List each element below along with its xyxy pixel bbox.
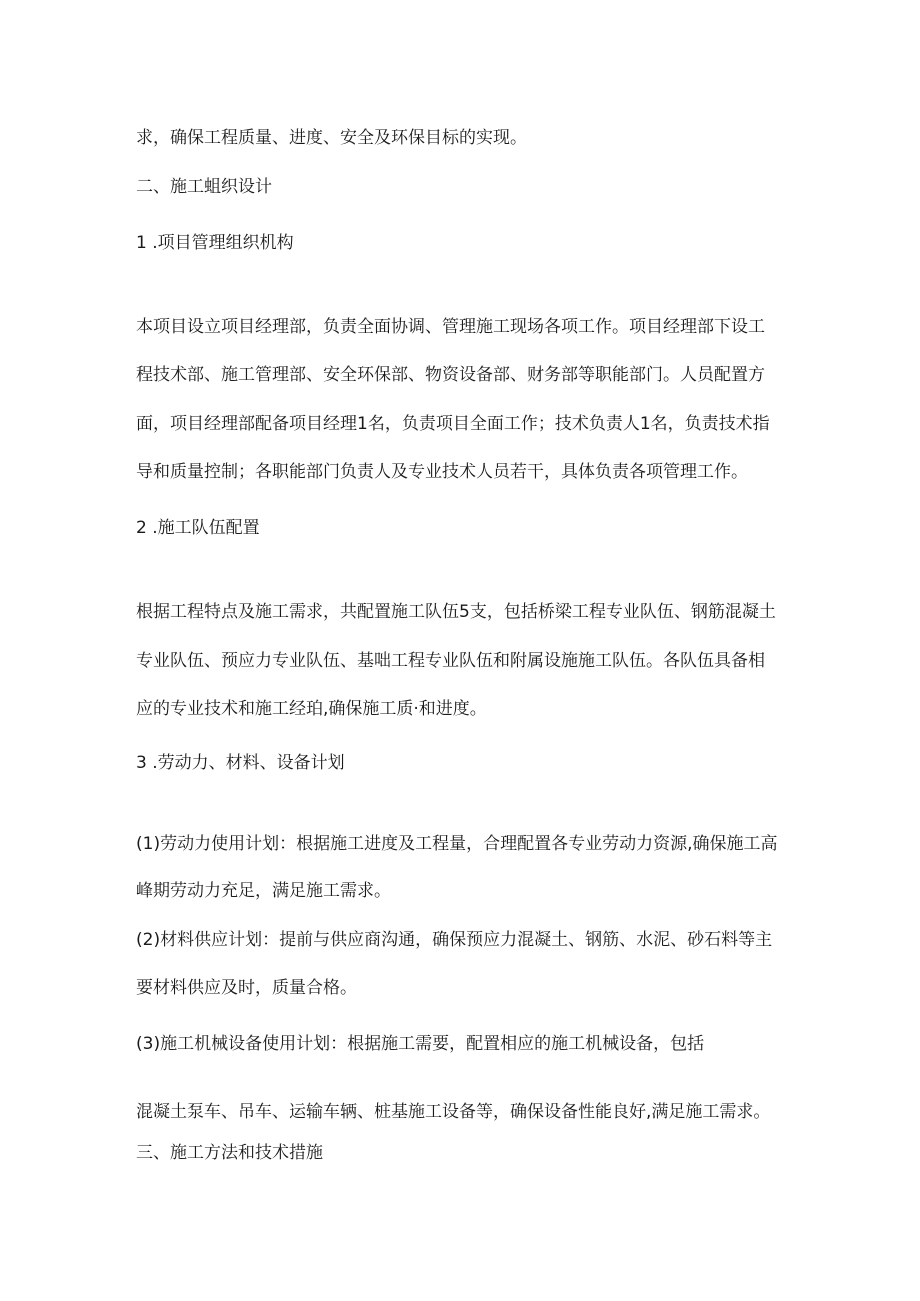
paragraph-line: (1)劳动力使用计划：根据施工进度及工程量，合理配置各专业劳动力资源,确保施工高 (136, 834, 778, 854)
subsection-3-heading: 3 .劳动力、材料、设备计划 (136, 753, 345, 773)
paragraph-line: 峰期劳动力充足，满足施工需求。 (136, 881, 391, 901)
paragraph-line: 混凝土泵车、吊车、运输车辆、桩基施工设备等，确保设备性能良好,满足施工需求。 (136, 1102, 771, 1122)
paragraph-line: (2)材料供应计划：提前与供应商沟通，确保预应力混凝土、钢筋、水泥、砂石料等主 (136, 930, 773, 950)
paragraph-line: 面，项目经理部配备项目经理1名，负责项目全面工作；技术负责人1名，负责技术指 (136, 414, 770, 434)
paragraph-line: 程技术部、施工管理部、安全环保部、物资设备部、财务部等职能部门。人员配置方 (136, 365, 765, 385)
subsection-2-heading: 2 .施工队伍配置 (136, 518, 260, 538)
paragraph-line: 应的专业技术和施工经珀,确保施工质·和进度。 (136, 699, 487, 719)
paragraph-line: 本项目设立项目经理部，负责全面协调、管理施工现场各项工作。项目经理部下设工 (136, 317, 765, 337)
paragraph-line: 导和质量控制；各职能部门负责人及专业技术人员若干，具体负责各项管理工作。 (136, 462, 748, 482)
section-2-heading: 二、施工蛆织设计 (136, 177, 272, 197)
paragraph-line: 根据工程特点及施工需求，共配置施工队伍5支，包括桥梁工程专业队伍、钢筋混凝土 (136, 602, 776, 622)
section-3-heading: 三、施工方法和技术措施 (136, 1143, 323, 1163)
paragraph-line: (3)施工机械设备使用计划：根据施工需要，配置相应的施工机械设备，包括 (136, 1034, 705, 1054)
paragraph-line: 要材料供应及时，质量合格。 (136, 978, 357, 998)
intro-tail-text: 求，确保工程质量、进度、安全及环保目标的实现。 (136, 128, 527, 148)
paragraph-line: 专业队伍、预应力专业队伍、基咄工程专业队伍和附属设施施工队伍。各队伍具备相 (136, 651, 765, 671)
subsection-1-heading: 1 .项目管理组织机构 (136, 233, 294, 253)
